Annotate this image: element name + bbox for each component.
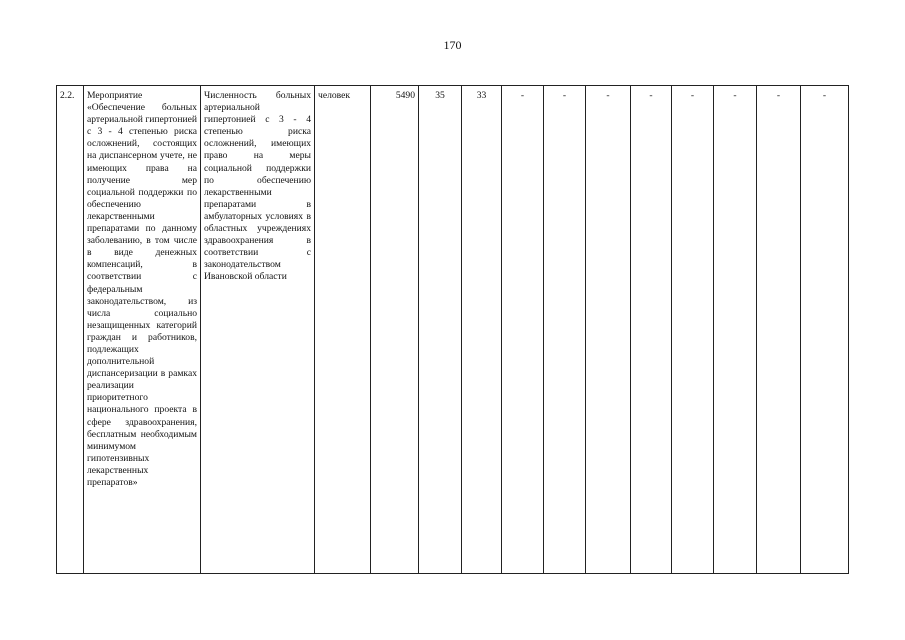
page-number: 170 <box>443 38 462 52</box>
value-cell: 5490 <box>371 86 419 574</box>
indicator-description-cell: Численность больных артериальной гипертонией с 3 - 4 степенью риска осложнений, имеющих право на меры социальной поддержки по обеспечению лекарственными препаратами в амбулаторных условиях в областных учреждениях здравоохранения в соответствии с законодательством Ивановской области <box>201 86 315 574</box>
value-cell: - <box>672 86 714 574</box>
value-cell: - <box>714 86 757 574</box>
value-cell: - <box>631 86 672 574</box>
row-number-cell: 2.2. <box>57 86 84 574</box>
value-cell: 33 <box>462 86 502 574</box>
event-description-cell: Мероприятие «Обеспечение больных артериальной гипертонией с 3 - 4 степенью риска осложнений, состоящих на диспансерном учете, не имеющих права на получение мер социальной поддержки по обеспечению лекарственными препаратами по данному заболеванию, в том числе в виде денежных компенсаций, в соответствии с федеральным законодательством, из числа социально незащищенных категорий граждан и работников, подлежащих дополнительной диспансеризации в рамках реализации приоритетного национального проекта в сфере здравоохранения, бесплатным необходимым минимумом гипотензивных лекарственных препаратов» <box>84 86 201 574</box>
unit-cell: человек <box>315 86 371 574</box>
value-cell: - <box>544 86 586 574</box>
program-table <box>56 85 849 574</box>
table-row <box>57 86 849 574</box>
value-cell: - <box>586 86 631 574</box>
value-cell: - <box>502 86 544 574</box>
value-cell: - <box>757 86 801 574</box>
value-cell: - <box>801 86 849 574</box>
value-cell: 35 <box>419 86 462 574</box>
